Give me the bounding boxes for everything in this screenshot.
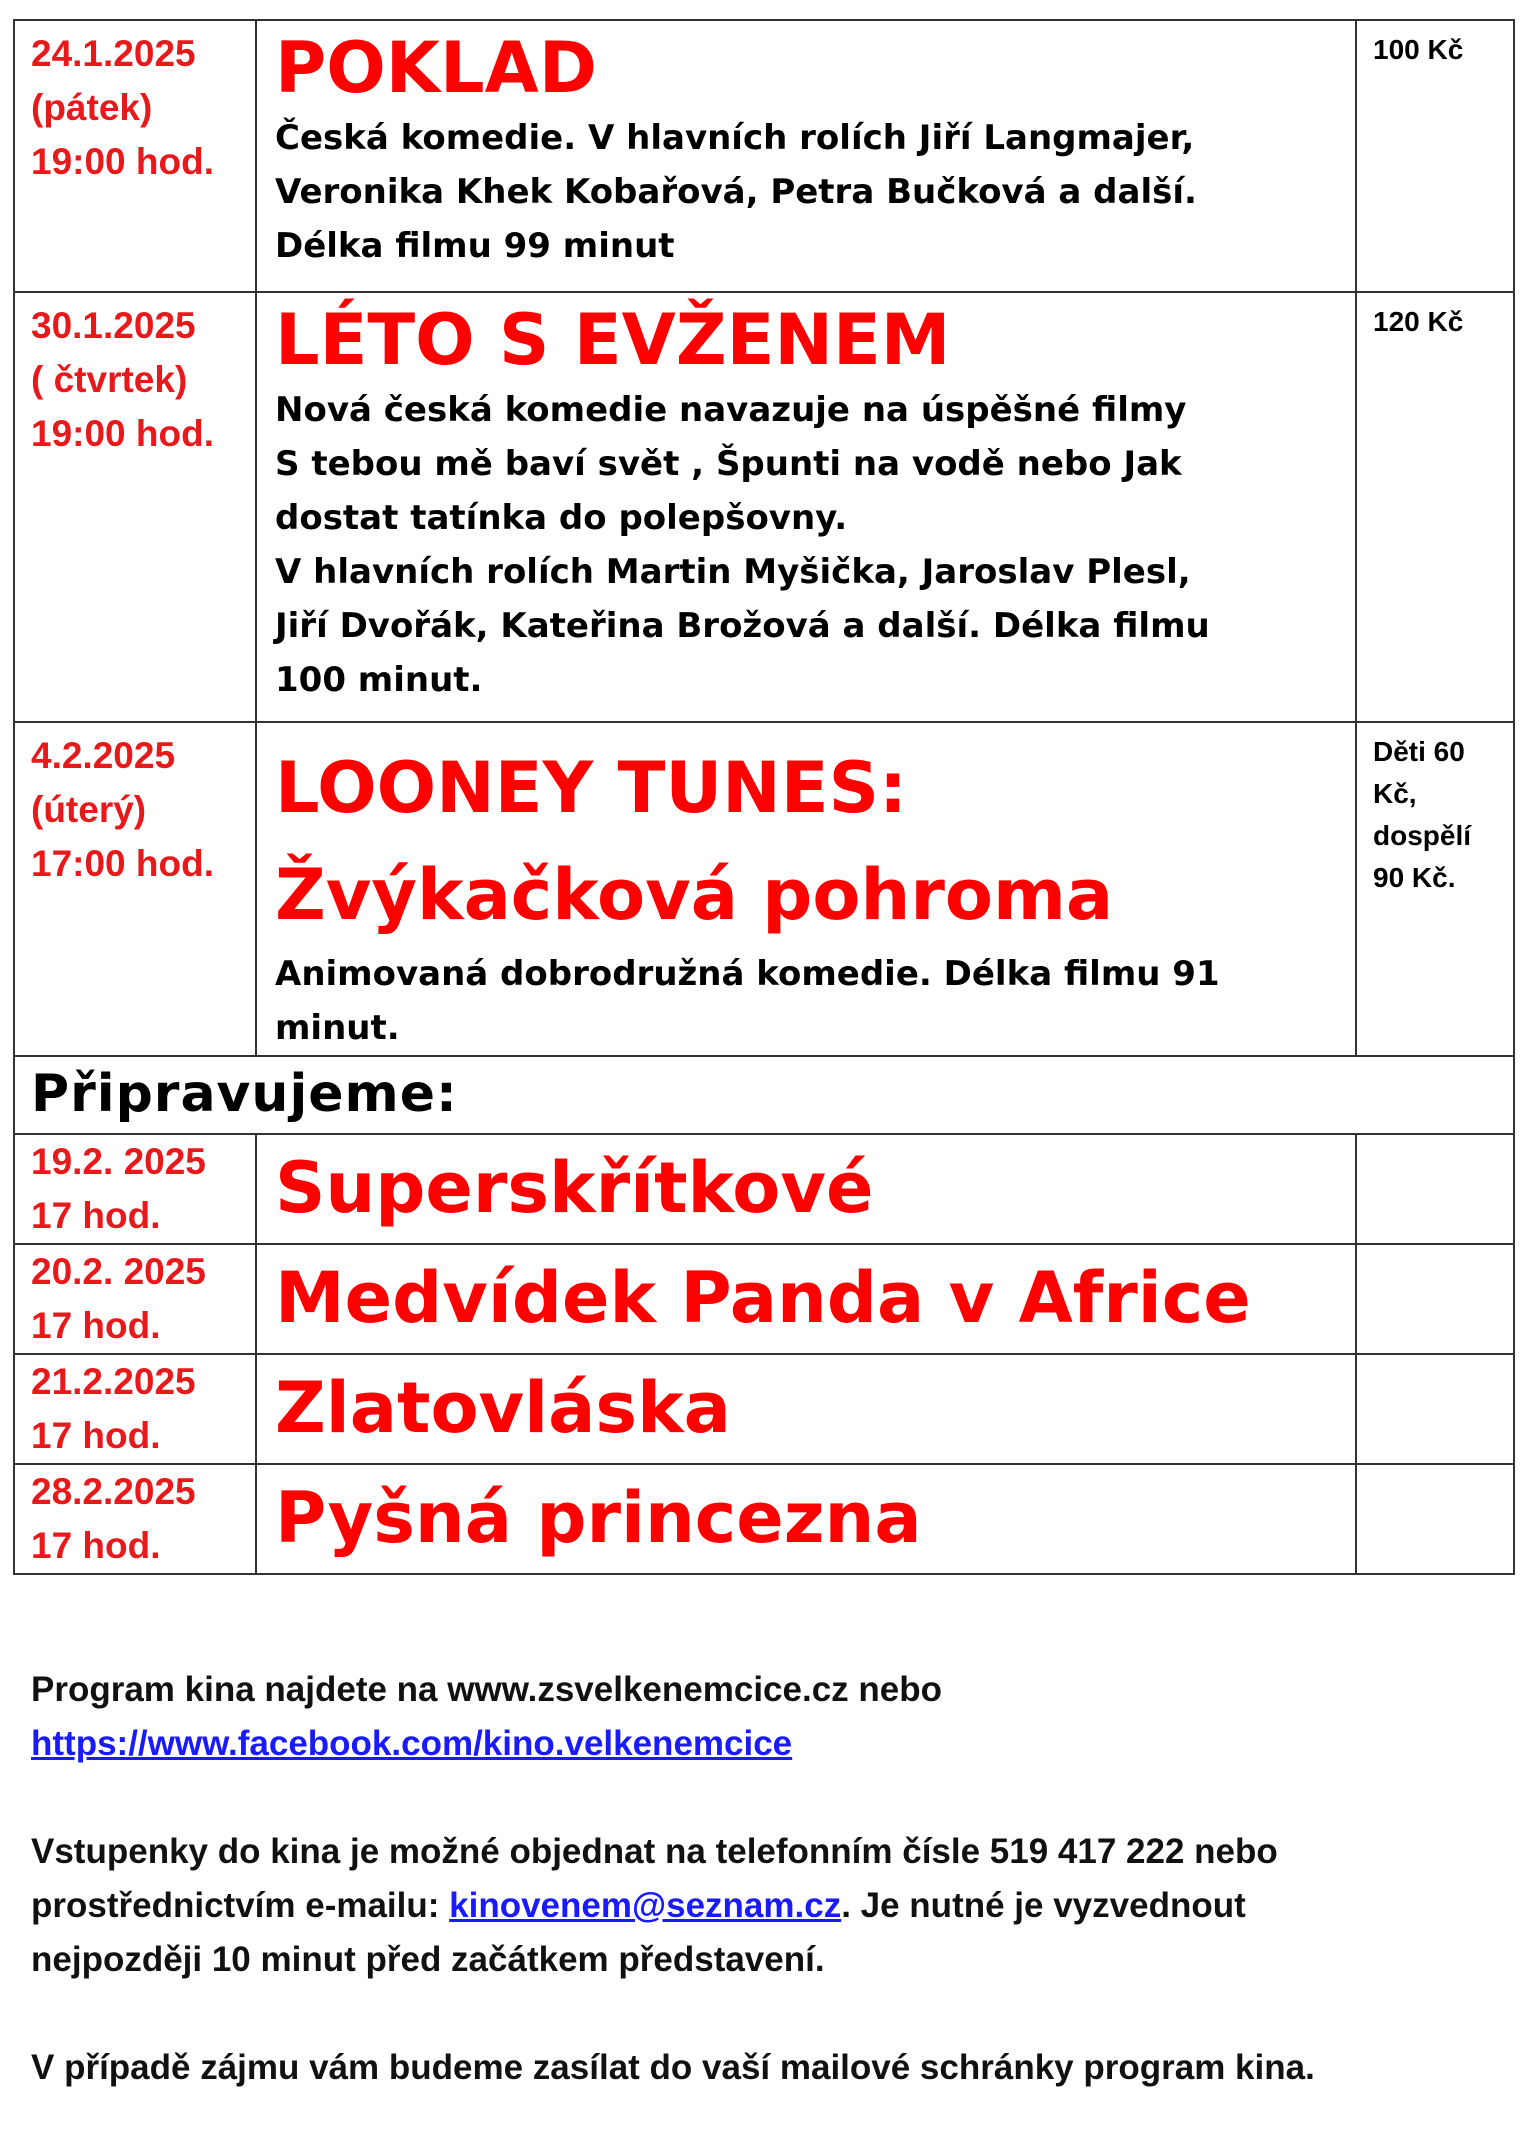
film-description-line: Délka filmu 99 minut bbox=[275, 226, 675, 266]
program-table bbox=[13, 19, 1515, 1575]
upcoming-heading-row bbox=[14, 1056, 1514, 1134]
film-day: (úterý) bbox=[31, 789, 147, 830]
upcoming-title-cell bbox=[256, 1134, 1356, 1244]
upcoming-row bbox=[14, 1354, 1514, 1464]
film-description-line: Animovaná dobrodružná komedie. Délka filmu 91 bbox=[275, 954, 1220, 994]
upcoming-row bbox=[14, 1134, 1514, 1244]
film-subtitle: Žvýkačková pohroma bbox=[275, 854, 1114, 936]
upcoming-empty-cell bbox=[1356, 1134, 1514, 1244]
upcoming-time: 17 hod. bbox=[31, 1525, 161, 1566]
tickets-info-text: nejpozději 10 minut před začátkem představení. bbox=[31, 1940, 825, 1979]
film-description-line: 100 minut. bbox=[275, 660, 483, 700]
film-price: 100 Kč bbox=[1373, 34, 1464, 65]
film-row bbox=[14, 292, 1514, 722]
upcoming-empty-cell bbox=[1356, 1354, 1514, 1464]
upcoming-time: 17 hod. bbox=[31, 1415, 161, 1456]
tickets-info-paragraph bbox=[31, 1825, 1501, 1987]
film-description-line: Jiří Dvořák, Kateřina Brožová a další. Délka filmu bbox=[275, 606, 1210, 646]
upcoming-empty-cell bbox=[1356, 1464, 1514, 1574]
film-info-cell bbox=[256, 722, 1356, 1056]
film-time: 19:00 hod. bbox=[31, 141, 214, 182]
newsletter-paragraph bbox=[31, 2041, 1501, 2095]
film-info-cell bbox=[256, 292, 1356, 722]
upcoming-heading: Připravujeme: bbox=[31, 1064, 458, 1124]
film-title: POKLAD bbox=[275, 27, 597, 109]
film-price: 90 Kč. bbox=[1373, 862, 1456, 893]
tickets-info-text: . Je nutné je vyzvednout bbox=[841, 1886, 1246, 1925]
footer-info bbox=[31, 1663, 1501, 2149]
film-price: Děti 60 bbox=[1373, 736, 1465, 767]
film-description-line: Česká komedie. V hlavních rolích Jiří Langmajer, bbox=[275, 118, 1195, 158]
film-description-line: Nová česká komedie navazuje na úspěšné filmy bbox=[275, 390, 1187, 430]
film-date: 30.1.2025 bbox=[31, 305, 196, 346]
upcoming-date: 21.2.2025 bbox=[31, 1361, 196, 1402]
film-price: dospělí bbox=[1373, 820, 1472, 851]
upcoming-title-cell bbox=[256, 1354, 1356, 1464]
upcoming-date: 20.2. 2025 bbox=[31, 1251, 206, 1292]
upcoming-empty-cell bbox=[1356, 1244, 1514, 1354]
program-info-paragraph bbox=[31, 1663, 1501, 1771]
film-day: (pátek) bbox=[31, 87, 153, 128]
facebook-link[interactable]: https://www.facebook.com/kino.velkenemcice bbox=[31, 1724, 793, 1763]
upcoming-date: 28.2.2025 bbox=[31, 1471, 196, 1512]
upcoming-date-cell bbox=[14, 1134, 256, 1244]
film-price: 120 Kč bbox=[1373, 306, 1464, 337]
film-info-cell bbox=[256, 20, 1356, 292]
upcoming-time: 17 hod. bbox=[31, 1305, 161, 1346]
upcoming-title: Medvídek Panda v Africe bbox=[275, 1257, 1251, 1339]
upcoming-title: Zlatovláska bbox=[275, 1367, 731, 1449]
film-price-cell bbox=[1356, 292, 1514, 722]
tickets-info-text: prostřednictvím e-mailu: bbox=[31, 1886, 450, 1925]
upcoming-title-cell bbox=[256, 1244, 1356, 1354]
film-price-cell bbox=[1356, 20, 1514, 292]
film-date-cell bbox=[14, 20, 256, 292]
upcoming-heading-cell bbox=[14, 1056, 1514, 1134]
upcoming-title: Superskřítkové bbox=[275, 1147, 874, 1229]
film-price-cell bbox=[1356, 722, 1514, 1056]
film-description-line: V hlavních rolích Martin Myšička, Jaroslav Plesl, bbox=[275, 552, 1191, 592]
upcoming-date-cell bbox=[14, 1464, 256, 1574]
film-time: 19:00 hod. bbox=[31, 413, 214, 454]
film-date: 4.2.2025 bbox=[31, 735, 176, 776]
program-info-text: Program kina najdete na www.zsvelkenemcice.cz nebo bbox=[31, 1670, 942, 1709]
film-title: LOONEY TUNES: bbox=[275, 747, 907, 829]
film-day: ( čtvrtek) bbox=[31, 359, 188, 400]
film-description-line: minut. bbox=[275, 1008, 400, 1048]
film-date: 24.1.2025 bbox=[31, 33, 196, 74]
upcoming-row bbox=[14, 1244, 1514, 1354]
film-row bbox=[14, 20, 1514, 292]
film-date-cell bbox=[14, 292, 256, 722]
film-row bbox=[14, 722, 1514, 1056]
newsletter-text: V případě zájmu vám budeme zasílat do vaší mailové schránky program kina. bbox=[31, 2048, 1315, 2087]
upcoming-time: 17 hod. bbox=[31, 1195, 161, 1236]
email-link[interactable]: kinovenem@seznam.cz bbox=[449, 1886, 842, 1925]
upcoming-title: Pyšná princezna bbox=[275, 1477, 922, 1559]
film-date-cell bbox=[14, 722, 256, 1056]
film-description-line: dostat tatínka do polepšovny. bbox=[275, 498, 848, 538]
upcoming-date: 19.2. 2025 bbox=[31, 1141, 206, 1182]
film-description-line: Veronika Khek Kobařová, Petra Bučková a další. bbox=[275, 172, 1197, 212]
tickets-info-text: Vstupenky do kina je možné objednat na telefonním čísle 519 417 222 nebo bbox=[31, 1832, 1278, 1871]
film-title: LÉTO S EVŽENEM bbox=[275, 299, 951, 381]
upcoming-date-cell bbox=[14, 1244, 256, 1354]
upcoming-date-cell bbox=[14, 1354, 256, 1464]
film-description-line: S tebou mě baví svět , Špunti na vodě nebo Jak bbox=[275, 444, 1182, 484]
film-time: 17:00 hod. bbox=[31, 843, 214, 884]
upcoming-row bbox=[14, 1464, 1514, 1574]
film-price: Kč, bbox=[1373, 778, 1417, 809]
upcoming-title-cell bbox=[256, 1464, 1356, 1574]
